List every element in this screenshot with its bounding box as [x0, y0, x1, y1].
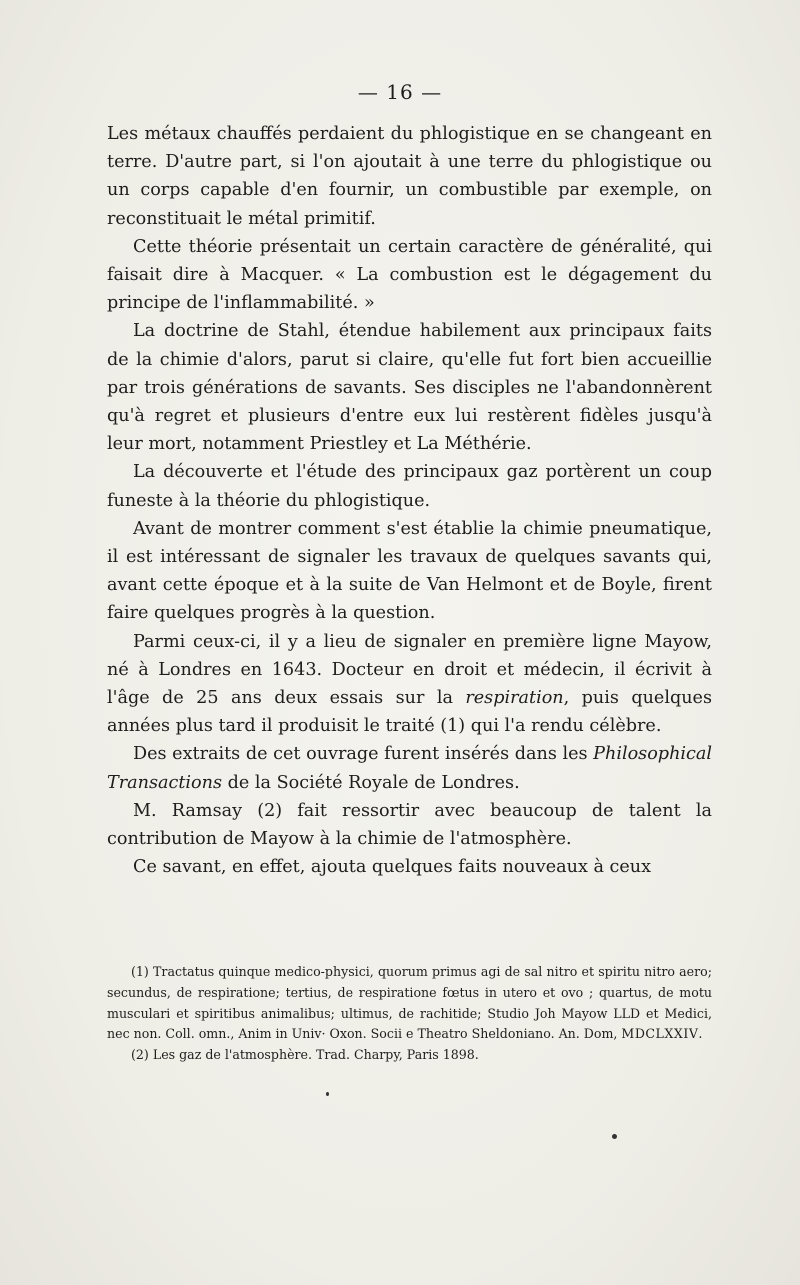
- paragraph: Ce savant, en effet, ajouta quelques faits nouveaux à ceux: [133, 857, 652, 878]
- roman-year: MDCLXXIV: [621, 1026, 699, 1042]
- ink-speck: [326, 1092, 329, 1096]
- paragraph: Cette théorie présentait un certain caractère de généralité, qui faisait dire à Macquer. « La combustion est le dégagement du principe de l'inflammabilité. »: [107, 236, 712, 314]
- italic-title: Philosophical Transactions: [107, 744, 712, 793]
- ink-speck: [612, 1134, 617, 1139]
- page-number: — 16 —: [357, 80, 443, 104]
- paragraph-text: Des extraits de cet ouvrage furent insérés dans les: [133, 744, 594, 765]
- paragraph: Les métaux chauffés perdaient du phlogistique en se changeant en terre. D'autre part, si l'on ajoutait à une terre du phlogistique ou un corps capable d'en fournir, un combustible par exemple, on reconstituait le métal primitif.: [107, 124, 712, 229]
- paragraph: Avant de montrer comment s'est établie la chimie pneumatique, il est intéressant de signaler les travaux de quelques savants qui, avant cette époque et à la suite de Van Helmont et de Boyle, firent faire quelques progrès à la question.: [107, 518, 712, 624]
- italic-term: respiration: [465, 688, 564, 709]
- footnote-text: (1) Tractatus quinque medico-physici, quorum primus agi de sal nitro et spiritu nitro aero; secundus, de respiratione; tertius, de respiratione fœtus in utero et ovo ; quartus, de motu musculari et spiritibus animalibus; ultimus, de rachitide; Studio Joh Mayow LLD et Medici, nec non. Coll. omn., Anim in Univ· Oxon. Socii e Theatro Sheldoniano. An. Dom,: [107, 964, 712, 1042]
- paragraph: La doctrine de Stahl, étendue habilement aux principaux faits de la chimie d'alors, parut si claire, qu'elle fut fort bien accueillie par trois générations de savants. Ses disciples ne l'abandonnèrent qu'à regret et plusieurs d'entre eux lui restèrent fidèles jusqu'à leur mort, notamment Priestley et La Méthérie.: [107, 321, 712, 455]
- main-text: [107, 120, 712, 881]
- footnote: [107, 962, 712, 1045]
- paragraph: [107, 740, 712, 796]
- paragraph-text: de la Société Royale de Londres.: [222, 772, 520, 793]
- footnotes: [107, 962, 712, 1066]
- paragraph: La découverte et l'étude des principaux gaz portèrent un coup funeste à la théorie du phlogistique.: [107, 462, 712, 511]
- paragraph: [107, 628, 712, 741]
- paragraph-text: , puis quelques années plus tard il produisit le traité (1) qui l'a rendu célèbre.: [107, 688, 712, 737]
- footnote-text: .: [698, 1026, 703, 1042]
- paragraph: M. Ramsay (2) fait ressortir avec beaucoup de talent la contribution de Mayow à la chimie de l'atmosphère.: [107, 800, 712, 850]
- footnote: (2) Les gaz de l'atmosphère. Trad. Charpy, Paris 1898.: [131, 1047, 479, 1063]
- paragraph-text: Parmi ceux-ci, il y a lieu de signaler en première ligne Mayow, né à Londres en 1643. Docteur en droit et médecin, il écrivit à l'âge de 25 ans deux essais sur la: [107, 631, 712, 709]
